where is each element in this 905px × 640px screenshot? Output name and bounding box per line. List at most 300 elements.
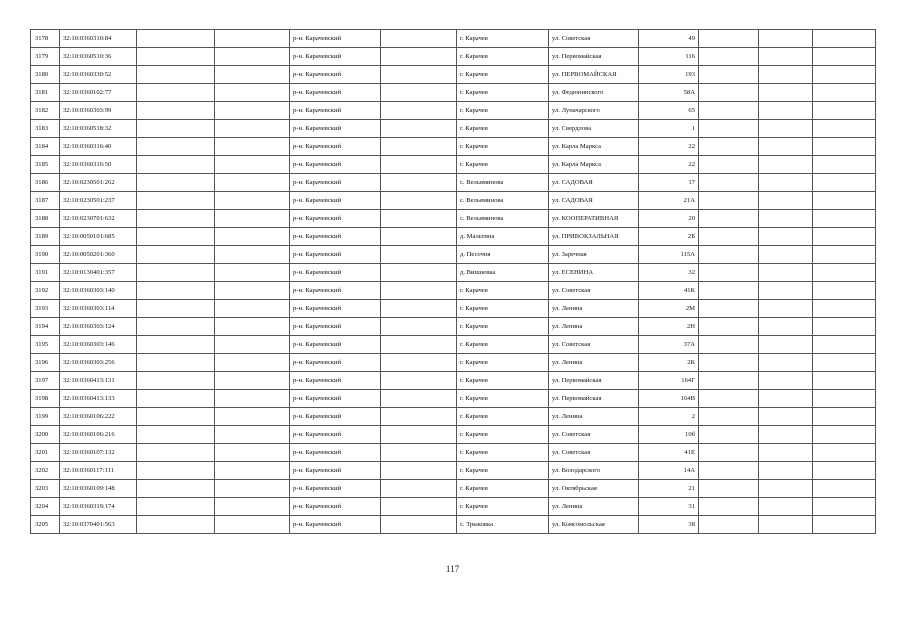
cadastral-number-cell: 32:10:0360107:132	[60, 444, 137, 462]
empty-cell	[759, 228, 813, 246]
locality-cell: г. Карачев	[457, 156, 549, 174]
empty-cell	[699, 30, 759, 48]
district-cell: р-н. Карачевский	[290, 264, 381, 282]
cadastral-number-cell: 32:10:0360303:256	[60, 354, 137, 372]
street-cell: ул. ЕСЕНИНА	[549, 264, 639, 282]
district-cell: р-н. Карачевский	[290, 84, 381, 102]
empty-cell	[215, 48, 290, 66]
house-number-cell: 22	[639, 138, 699, 156]
district-cell: р-н. Карачевский	[290, 480, 381, 498]
house-number-cell: 1	[639, 120, 699, 138]
district-cell: р-н. Карачевский	[290, 102, 381, 120]
street-cell: ул. Заречная	[549, 246, 639, 264]
empty-cell	[759, 30, 813, 48]
empty-cell	[699, 66, 759, 84]
cadastral-number-cell: 32:10:0360117:111	[60, 462, 137, 480]
empty-cell	[813, 354, 876, 372]
empty-cell	[381, 300, 457, 318]
street-cell: ул. Ленина	[549, 354, 639, 372]
district-cell: р-н. Карачевский	[290, 30, 381, 48]
house-number-cell: 31	[639, 498, 699, 516]
locality-cell: г. Карачев	[457, 426, 549, 444]
empty-cell	[137, 390, 215, 408]
street-cell: ул. Карла Маркса	[549, 138, 639, 156]
cadastral-number-cell: 32:10:0360109:148	[60, 480, 137, 498]
house-number-cell: 41К	[639, 282, 699, 300]
table-row	[31, 444, 876, 462]
empty-cell	[137, 318, 215, 336]
district-cell: р-н. Карачевский	[290, 354, 381, 372]
row-number-cell: 3189	[31, 228, 60, 246]
empty-cell	[215, 372, 290, 390]
empty-cell	[759, 300, 813, 318]
row-number-cell: 3187	[31, 192, 60, 210]
house-number-cell: 2Н	[639, 318, 699, 336]
locality-cell: г. Карачев	[457, 48, 549, 66]
house-number-cell: 164В	[639, 390, 699, 408]
row-number-cell: 3201	[31, 444, 60, 462]
locality-cell: г. Карачев	[457, 318, 549, 336]
empty-cell	[215, 138, 290, 156]
cadastral-number-cell: 32:10:0230701:632	[60, 210, 137, 228]
empty-cell	[215, 300, 290, 318]
house-number-cell: 2Б	[639, 228, 699, 246]
empty-cell	[137, 282, 215, 300]
cadastral-number-cell: 32:10:0360518:32	[60, 120, 137, 138]
house-number-cell: 14А	[639, 462, 699, 480]
street-cell: ул. Ленина	[549, 318, 639, 336]
empty-cell	[699, 408, 759, 426]
empty-cell	[813, 282, 876, 300]
district-cell: р-н. Карачевский	[290, 444, 381, 462]
district-cell: р-н. Карачевский	[290, 48, 381, 66]
cadastral-number-cell: 32:10:0360316:40	[60, 138, 137, 156]
house-number-cell: 21А	[639, 192, 699, 210]
empty-cell	[215, 498, 290, 516]
cadastral-number-cell: 32:10:0360510:36	[60, 48, 137, 66]
locality-cell: с. Вельяминова	[457, 192, 549, 210]
locality-cell: д. Мальтина	[457, 228, 549, 246]
empty-cell	[759, 120, 813, 138]
empty-cell	[813, 336, 876, 354]
empty-cell	[381, 138, 457, 156]
table-row	[31, 372, 876, 390]
locality-cell: г. Карачев	[457, 444, 549, 462]
table-row	[31, 66, 876, 84]
empty-cell	[215, 408, 290, 426]
house-number-cell: 49	[639, 30, 699, 48]
locality-cell: г. Карачев	[457, 372, 549, 390]
street-cell: ул. Первомайская	[549, 372, 639, 390]
cadastral-number-cell: 32:10:0050101:685	[60, 228, 137, 246]
locality-cell: г. Карачев	[457, 336, 549, 354]
empty-cell	[699, 84, 759, 102]
house-number-cell: 22	[639, 156, 699, 174]
empty-cell	[813, 246, 876, 264]
empty-cell	[137, 84, 215, 102]
cadastral-number-cell: 32:10:0360319:174	[60, 498, 137, 516]
empty-cell	[813, 300, 876, 318]
district-cell: р-н. Карачевский	[290, 156, 381, 174]
empty-cell	[381, 48, 457, 66]
empty-cell	[215, 354, 290, 372]
empty-cell	[137, 192, 215, 210]
registry-table	[30, 29, 876, 534]
row-number-cell: 3203	[31, 480, 60, 498]
table-row	[31, 480, 876, 498]
district-cell: р-н. Карачевский	[290, 516, 381, 534]
table-row	[31, 426, 876, 444]
empty-cell	[137, 372, 215, 390]
row-number-cell: 3193	[31, 300, 60, 318]
empty-cell	[215, 210, 290, 228]
empty-cell	[699, 102, 759, 120]
empty-cell	[699, 282, 759, 300]
empty-cell	[759, 372, 813, 390]
empty-cell	[137, 48, 215, 66]
empty-cell	[215, 462, 290, 480]
locality-cell: г. Карачев	[457, 282, 549, 300]
empty-cell	[215, 156, 290, 174]
locality-cell: д. Вишневка	[457, 264, 549, 282]
row-number-cell: 3179	[31, 48, 60, 66]
empty-cell	[381, 516, 457, 534]
district-cell: р-н. Карачевский	[290, 246, 381, 264]
locality-cell: г. Карачев	[457, 390, 549, 408]
empty-cell	[699, 480, 759, 498]
empty-cell	[215, 174, 290, 192]
house-number-cell: 2	[639, 408, 699, 426]
cadastral-number-cell: 32:10:0360303:99	[60, 102, 137, 120]
empty-cell	[759, 264, 813, 282]
empty-cell	[137, 354, 215, 372]
empty-cell	[759, 210, 813, 228]
empty-cell	[381, 318, 457, 336]
district-cell: р-н. Карачевский	[290, 408, 381, 426]
empty-cell	[813, 156, 876, 174]
district-cell: р-н. Карачевский	[290, 426, 381, 444]
district-cell: р-н. Карачевский	[290, 192, 381, 210]
empty-cell	[813, 408, 876, 426]
street-cell: ул. Федюнинского	[549, 84, 639, 102]
empty-cell	[759, 156, 813, 174]
locality-cell: г. Карачев	[457, 120, 549, 138]
empty-cell	[215, 426, 290, 444]
house-number-cell: 20	[639, 210, 699, 228]
table-row	[31, 282, 876, 300]
empty-cell	[215, 192, 290, 210]
district-cell: р-н. Карачевский	[290, 372, 381, 390]
cadastral-number-cell: 32:10:0360106:216	[60, 426, 137, 444]
empty-cell	[137, 66, 215, 84]
locality-cell: с. Вельяминова	[457, 174, 549, 192]
table-row	[31, 30, 876, 48]
street-cell: ул. Ленина	[549, 408, 639, 426]
locality-cell: г. Карачев	[457, 138, 549, 156]
empty-cell	[699, 246, 759, 264]
locality-cell: г. Карачев	[457, 300, 549, 318]
cadastral-number-cell: 32:10:0360303:114	[60, 300, 137, 318]
empty-cell	[759, 354, 813, 372]
table-row	[31, 462, 876, 480]
empty-cell	[759, 408, 813, 426]
house-number-cell: 115А	[639, 246, 699, 264]
empty-cell	[137, 408, 215, 426]
table-row	[31, 408, 876, 426]
empty-cell	[813, 84, 876, 102]
empty-cell	[137, 516, 215, 534]
empty-cell	[759, 246, 813, 264]
row-number-cell: 3204	[31, 498, 60, 516]
street-cell: ул. ПЕРВОМАЙСКАЯ	[549, 66, 639, 84]
row-number-cell: 3196	[31, 354, 60, 372]
district-cell: р-н. Карачевский	[290, 336, 381, 354]
street-cell: ул. САДОВАЯ	[549, 192, 639, 210]
row-number-cell: 3182	[31, 102, 60, 120]
district-cell: р-н. Карачевский	[290, 318, 381, 336]
row-number-cell: 3178	[31, 30, 60, 48]
street-cell: ул. Первомайская	[549, 390, 639, 408]
empty-cell	[381, 210, 457, 228]
house-number-cell: 2М	[639, 300, 699, 318]
empty-cell	[137, 30, 215, 48]
locality-cell: с. Трыковка	[457, 516, 549, 534]
empty-cell	[759, 174, 813, 192]
empty-cell	[381, 372, 457, 390]
empty-cell	[813, 318, 876, 336]
row-number-cell: 3188	[31, 210, 60, 228]
locality-cell: г. Карачев	[457, 462, 549, 480]
empty-cell	[215, 228, 290, 246]
empty-cell	[699, 336, 759, 354]
row-number-cell: 3199	[31, 408, 60, 426]
empty-cell	[137, 264, 215, 282]
table-row	[31, 102, 876, 120]
registry-table-body	[31, 30, 876, 534]
table-row	[31, 354, 876, 372]
locality-cell: г. Карачев	[457, 102, 549, 120]
row-number-cell: 3194	[31, 318, 60, 336]
table-row	[31, 156, 876, 174]
table-row	[31, 336, 876, 354]
cadastral-number-cell: 32:10:0360303:124	[60, 318, 137, 336]
street-cell: ул. Первомайская	[549, 48, 639, 66]
empty-cell	[759, 138, 813, 156]
table-row	[31, 48, 876, 66]
empty-cell	[813, 498, 876, 516]
empty-cell	[215, 336, 290, 354]
empty-cell	[137, 102, 215, 120]
table-row	[31, 516, 876, 534]
street-cell: ул. Октябрьская	[549, 480, 639, 498]
empty-cell	[381, 282, 457, 300]
street-cell: ул. Карла Маркса	[549, 156, 639, 174]
house-number-cell: 10б	[639, 426, 699, 444]
row-number-cell: 3191	[31, 264, 60, 282]
empty-cell	[137, 120, 215, 138]
empty-cell	[813, 174, 876, 192]
district-cell: р-н. Карачевский	[290, 66, 381, 84]
empty-cell	[137, 228, 215, 246]
house-number-cell: 41Е	[639, 444, 699, 462]
empty-cell	[813, 390, 876, 408]
table-row	[31, 318, 876, 336]
empty-cell	[759, 282, 813, 300]
empty-cell	[699, 264, 759, 282]
locality-cell: г. Карачев	[457, 408, 549, 426]
house-number-cell: 38	[639, 516, 699, 534]
empty-cell	[699, 516, 759, 534]
empty-cell	[759, 498, 813, 516]
empty-cell	[381, 498, 457, 516]
empty-cell	[813, 372, 876, 390]
street-cell: ул. Советская	[549, 30, 639, 48]
empty-cell	[137, 462, 215, 480]
row-number-cell: 3205	[31, 516, 60, 534]
empty-cell	[813, 444, 876, 462]
cadastral-number-cell: 32:10:0360102:77	[60, 84, 137, 102]
empty-cell	[759, 426, 813, 444]
street-cell: ул. Ленина	[549, 300, 639, 318]
empty-cell	[137, 174, 215, 192]
empty-cell	[759, 336, 813, 354]
district-cell: р-н. Карачевский	[290, 138, 381, 156]
cadastral-number-cell: 32:10:0360310:84	[60, 30, 137, 48]
locality-cell: г. Карачев	[457, 498, 549, 516]
empty-cell	[699, 354, 759, 372]
street-cell: ул. Володарского	[549, 462, 639, 480]
locality-cell: г. Карачев	[457, 480, 549, 498]
empty-cell	[381, 120, 457, 138]
empty-cell	[759, 444, 813, 462]
house-number-cell: 2К	[639, 354, 699, 372]
table-row	[31, 120, 876, 138]
empty-cell	[215, 66, 290, 84]
table-row	[31, 192, 876, 210]
empty-cell	[137, 336, 215, 354]
locality-cell: г. Карачев	[457, 354, 549, 372]
table-row	[31, 210, 876, 228]
empty-cell	[381, 174, 457, 192]
empty-cell	[381, 336, 457, 354]
empty-cell	[759, 480, 813, 498]
empty-cell	[759, 390, 813, 408]
empty-cell	[381, 246, 457, 264]
empty-cell	[137, 138, 215, 156]
empty-cell	[381, 192, 457, 210]
house-number-cell: 164Г	[639, 372, 699, 390]
empty-cell	[381, 228, 457, 246]
empty-cell	[137, 156, 215, 174]
empty-cell	[759, 462, 813, 480]
empty-cell	[381, 156, 457, 174]
empty-cell	[381, 480, 457, 498]
empty-cell	[381, 264, 457, 282]
cadastral-number-cell: 32:10:0050201:360	[60, 246, 137, 264]
locality-cell: г. Карачев	[457, 84, 549, 102]
street-cell: ул. Советская	[549, 336, 639, 354]
empty-cell	[699, 300, 759, 318]
empty-cell	[813, 210, 876, 228]
row-number-cell: 3190	[31, 246, 60, 264]
empty-cell	[813, 120, 876, 138]
empty-cell	[699, 426, 759, 444]
cadastral-number-cell: 32:10:0360316:50	[60, 156, 137, 174]
empty-cell	[699, 174, 759, 192]
locality-cell: с. Вельяминова	[457, 210, 549, 228]
empty-cell	[759, 192, 813, 210]
row-number-cell: 3197	[31, 372, 60, 390]
page-number: 117	[445, 564, 460, 574]
empty-cell	[813, 480, 876, 498]
street-cell: ул. Советская	[549, 282, 639, 300]
empty-cell	[137, 210, 215, 228]
empty-cell	[381, 102, 457, 120]
cadastral-number-cell: 32:10:0360303:146	[60, 336, 137, 354]
house-number-cell: 58А	[639, 84, 699, 102]
empty-cell	[759, 516, 813, 534]
row-number-cell: 3192	[31, 282, 60, 300]
empty-cell	[381, 66, 457, 84]
cadastral-number-cell: 32:10:0360106:222	[60, 408, 137, 426]
house-number-cell: 21	[639, 480, 699, 498]
street-cell: ул. САДОВАЯ	[549, 174, 639, 192]
empty-cell	[699, 192, 759, 210]
house-number-cell: 32	[639, 264, 699, 282]
district-cell: р-н. Карачевский	[290, 174, 381, 192]
cadastral-number-cell: 32:10:0230501:262	[60, 174, 137, 192]
district-cell: р-н. Карачевский	[290, 228, 381, 246]
empty-cell	[759, 66, 813, 84]
locality-cell: д. Песочня	[457, 246, 549, 264]
house-number-cell: 65	[639, 102, 699, 120]
empty-cell	[215, 30, 290, 48]
empty-cell	[813, 66, 876, 84]
table-row	[31, 84, 876, 102]
cadastral-number-cell: 32:10:0230501:237	[60, 192, 137, 210]
empty-cell	[813, 264, 876, 282]
empty-cell	[215, 480, 290, 498]
empty-cell	[381, 426, 457, 444]
empty-cell	[699, 390, 759, 408]
registry-table-container	[30, 29, 875, 534]
empty-cell	[813, 516, 876, 534]
street-cell: ул. КООПЕРАТИВНАЯ	[549, 210, 639, 228]
empty-cell	[699, 210, 759, 228]
empty-cell	[813, 138, 876, 156]
empty-cell	[381, 408, 457, 426]
empty-cell	[699, 318, 759, 336]
street-cell: ул. Свердлова	[549, 120, 639, 138]
table-row	[31, 228, 876, 246]
empty-cell	[699, 138, 759, 156]
empty-cell	[215, 264, 290, 282]
empty-cell	[215, 318, 290, 336]
empty-cell	[215, 120, 290, 138]
table-row	[31, 390, 876, 408]
district-cell: р-н. Карачевский	[290, 390, 381, 408]
empty-cell	[813, 426, 876, 444]
row-number-cell: 3184	[31, 138, 60, 156]
empty-cell	[381, 354, 457, 372]
street-cell: ул. Ленина	[549, 498, 639, 516]
empty-cell	[215, 282, 290, 300]
empty-cell	[699, 48, 759, 66]
street-cell: ул. Советская	[549, 444, 639, 462]
cadastral-number-cell: 32:10:0370401:563	[60, 516, 137, 534]
empty-cell	[699, 372, 759, 390]
empty-cell	[813, 48, 876, 66]
